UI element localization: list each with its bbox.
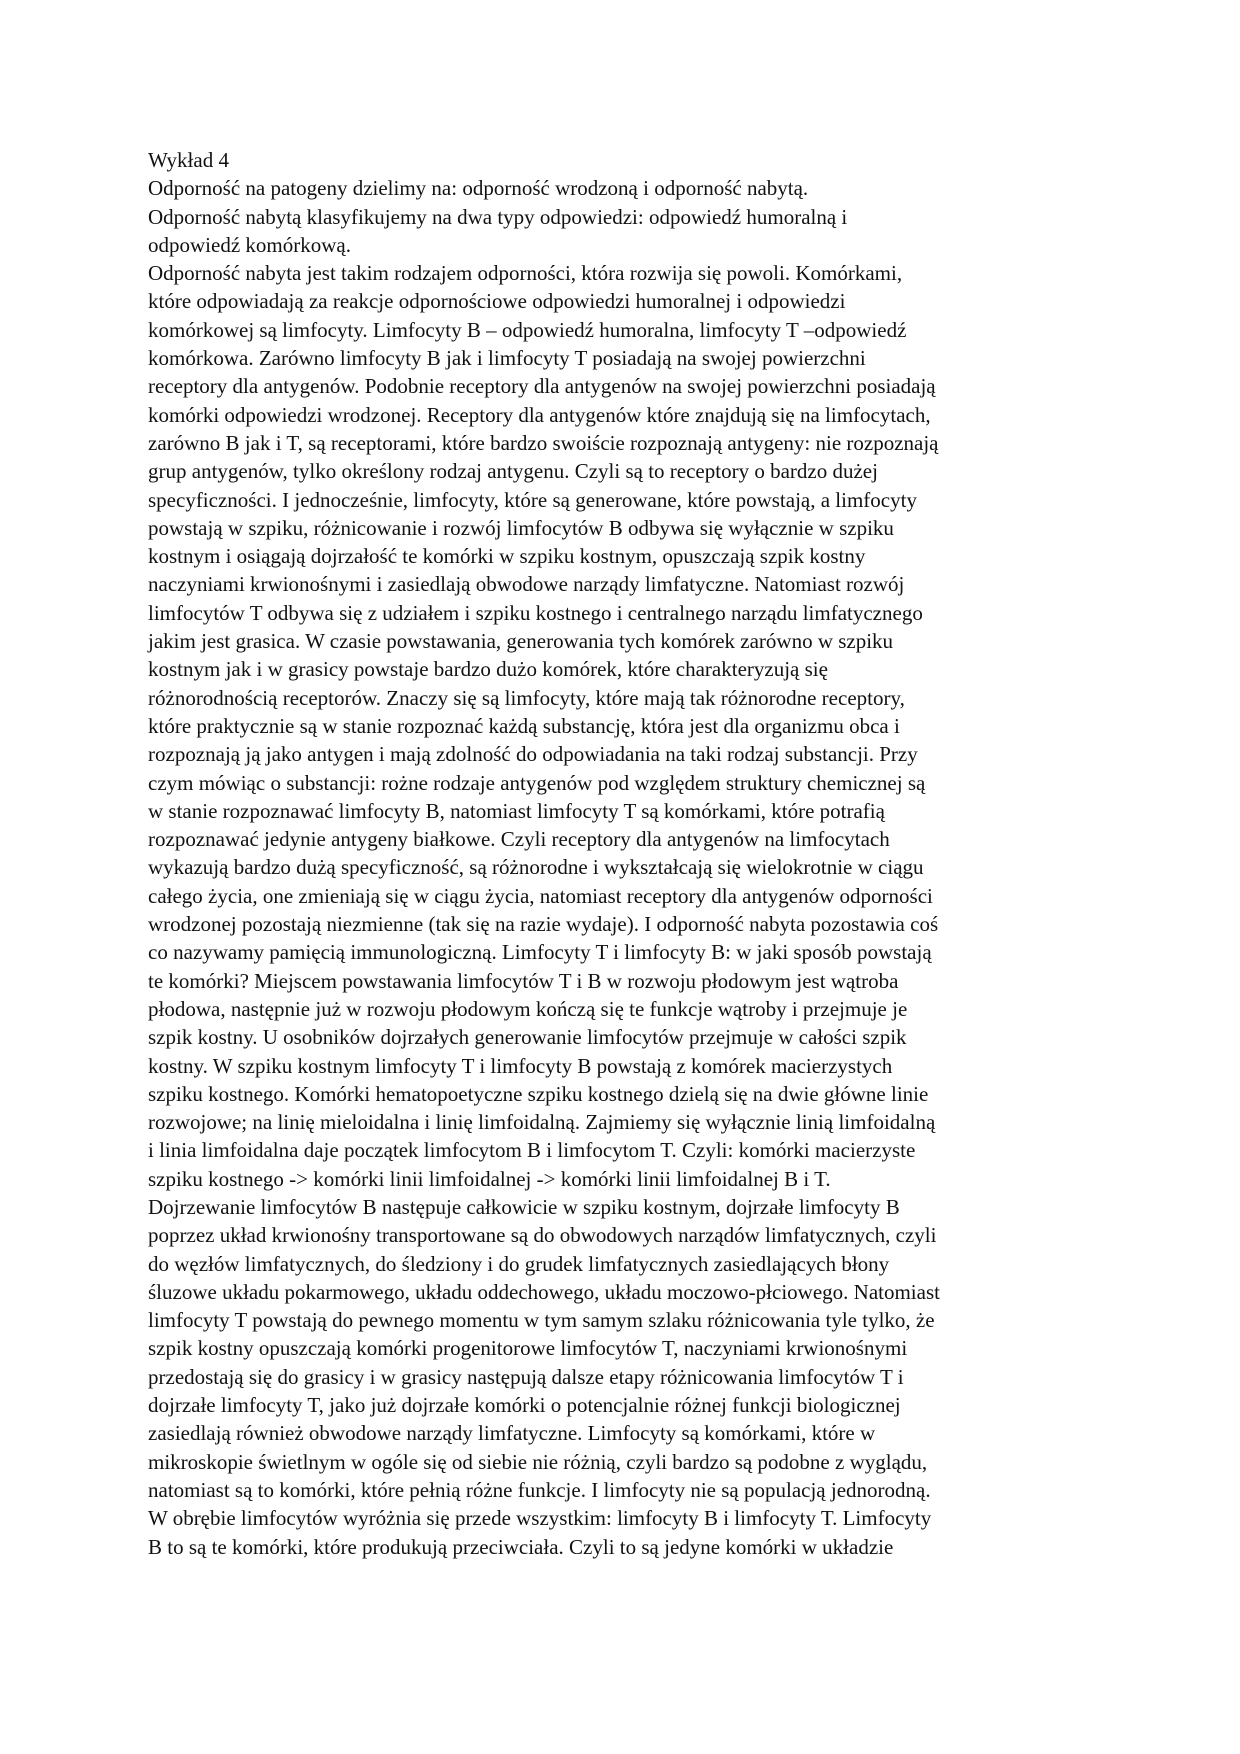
text-line: komórkowej są limfocyty. Limfocyty B – odpowiedź humoralna, limfocyty T –odpowiedź bbox=[148, 317, 907, 342]
text-line: przedostają się do grasicy i w grasicy następują dalsze etapy różnicowania limfocytów T i bbox=[148, 1364, 904, 1389]
text-line: Odporność na patogeny dzielimy na: odporność wrodzoną i odporność nabytą. bbox=[148, 176, 809, 201]
text-line: szpiku kostnego -> komórki linii limfoidalnej -> komórki linii limfoidalnej B i T. bbox=[148, 1166, 831, 1191]
document-title: Wykład 4 bbox=[148, 148, 229, 172]
text-line: Odporność nabytą klasyfikujemy na dwa typy odpowiedzi: odpowiedź humoralną i bbox=[148, 204, 848, 229]
text-line: kostnym i osiągają dojrzałość te komórki w szpiku kostnym, opuszczają szpik kostny bbox=[148, 544, 866, 569]
text-line: Odporność nabyta jest takim rodzajem odporności, która rozwija się powoli. Komórkami, bbox=[148, 261, 903, 286]
text-line: natomiast są to komórki, które pełnią różne funkcje. I limfocyty nie są populacją jednorodną. bbox=[148, 1477, 931, 1502]
text-line: Dojrzewanie limfocytów B następuje całkowicie w szpiku kostnym, dojrzałe limfocyty B bbox=[148, 1194, 900, 1219]
text-line: wykazują bardzo dużą specyficzność, są różnorodne i wykształcają się wielokrotnie w ciągu bbox=[148, 855, 924, 880]
text-line: w stanie rozpoznawać limfocyty B, natomiast limfocyty T są komórkami, które potrafią bbox=[148, 798, 885, 823]
text-line: kostnym jak i w grasicy powstaje bardzo dużo komórek, które charakteryzują się bbox=[148, 657, 828, 682]
text-line: komórkowa. Zarówno limfocyty B jak i limfocyty T posiadają na swojej powierzchni bbox=[148, 346, 866, 371]
document-page bbox=[148, 146, 1108, 1561]
text-line: rozpoznają ją jako antygen i mają zdolność do odpowiadania na taki rodzaj substancji. Przy bbox=[148, 742, 918, 767]
text-line: mikroskopie świetlnym w ogóle się od siebie nie różnią, czyli bardzo są podobne z wyglądu, bbox=[148, 1449, 928, 1474]
text-line: B to są te komórki, które produkują przeciwciała. Czyli to są jedyne komórki w układzie bbox=[148, 1534, 894, 1559]
document-body bbox=[148, 174, 1108, 1561]
text-line: poprzez układ krwionośny transportowane są do obwodowych narządów limfatycznych, czyli bbox=[148, 1223, 937, 1248]
text-line: płodowa, następnie już w rozwoju płodowym kończą się te funkcje wątroby i przejmuje je bbox=[148, 996, 908, 1021]
text-line: kostny. W szpiku kostnym limfocyty T i limfocyty B powstają z komórek macierzystych bbox=[148, 1053, 893, 1078]
text-line: rozpoznawać jedynie antygeny białkowe. Czyli receptory dla antygenów na limfocytach bbox=[148, 827, 890, 852]
text-line: całego życia, one zmieniają się w ciągu życia, natomiast receptory dla antygenów odporności bbox=[148, 883, 933, 908]
text-line: szpik kostny. U osobników dojrzałych generowanie limfocytów przejmuje w całości szpik bbox=[148, 1025, 907, 1050]
text-line: specyficzności. I jednocześnie, limfocyty, które są generowane, które powstają, a limfocyty bbox=[148, 487, 917, 512]
text-line: limfocytów T odbywa się z udziałem i szpiku kostnego i centralnego narządu limfatycznego bbox=[148, 600, 923, 625]
text-line: powstają w szpiku, różnicowanie i rozwój limfocytów B odbywa się wyłącznie w szpiku bbox=[148, 515, 894, 540]
text-line: szpiku kostnego. Komórki hematopoetyczne szpiku kostnego dzielą się na dwie główne linie bbox=[148, 1081, 929, 1106]
text-line: grup antygenów, tylko określony rodzaj antygenu. Czyli są to receptory o bardzo dużej bbox=[148, 459, 878, 484]
text-line: szpik kostny opuszczają komórki progenitorowe limfocytów T, naczyniami krwionośnymi bbox=[148, 1336, 908, 1361]
text-line: do węzłów limfatycznych, do śledziony i do grudek limfatycznych zasiedlających błony bbox=[148, 1251, 890, 1276]
text-line: i linia limfoidalna daje początek limfocytom B i limfocytom T. Czyli: komórki macierzyste bbox=[148, 1138, 916, 1163]
text-line: W obrębie limfocytów wyróżnia się przede wszystkim: limfocyty B i limfocyty T. Limfocyty bbox=[148, 1506, 932, 1531]
text-line: te komórki? Miejscem powstawania limfocytów T i B w rozwoju płodowym jest wątroba bbox=[148, 968, 899, 993]
text-line: receptory dla antygenów. Podobnie receptory dla antygenów na swojej powierzchni posiadają bbox=[148, 374, 936, 399]
text-line: naczyniami krwionośnymi i zasiedlają obwodowe narządy limfatyczne. Natomiast rozwój bbox=[148, 572, 905, 597]
text-line: rozwojowe; na linię mieloidalna i linię limfoidalną. Zajmiemy się wyłącznie linią limfoidalną bbox=[148, 1110, 936, 1135]
text-line: wrodzonej pozostają niezmienne (tak się na razie wydaje). I odporność nabyta pozostawia coś bbox=[148, 912, 939, 937]
text-line: różnorodnością receptorów. Znaczy się są limfocyty, które mają tak różnorodne receptory, bbox=[148, 685, 905, 710]
text-line: limfocyty T powstają do pewnego momentu w tym samym szlaku różnicowania tyle tylko, że bbox=[148, 1308, 935, 1333]
text-line: które praktycznie są w stanie rozpoznać każdą substancję, która jest dla organizmu obca i bbox=[148, 713, 900, 738]
text-line: zasiedlają również obwodowe narządy limfatyczne. Limfocyty są komórkami, które w bbox=[148, 1421, 876, 1446]
text-line: jakim jest grasica. W czasie powstawania, generowania tych komórek zarówno w szpiku bbox=[148, 629, 894, 654]
text-line: odpowiedź komórkową. bbox=[148, 232, 351, 257]
text-line: śluzowe układu pokarmowego, układu oddechowego, układu moczowo-płciowego. Natomiast bbox=[148, 1279, 940, 1304]
text-line: czym mówiąc o substancji: rożne rodzaje antygenów pod względem struktury chemicznej są bbox=[148, 770, 926, 795]
text-line: dojrzałe limfocyty T, jako już dojrzałe komórki o potencjalnie różnej funkcji biologicznej bbox=[148, 1393, 901, 1418]
text-line: co nazywamy pamięcią immunologiczną. Limfocyty T i limfocyty B: w jaki sposób powstają bbox=[148, 940, 932, 965]
text-line: zarówno B jak i T, są receptorami, które bardzo swoiście rozpoznają antygeny: nie rozpoznają bbox=[148, 430, 939, 455]
text-line: które odpowiadają za reakcje odpornościowe odpowiedzi humoralnej i odpowiedzi bbox=[148, 289, 846, 314]
text-line: komórki odpowiedzi wrodzonej. Receptory dla antygenów które znajdują się na limfocytach, bbox=[148, 402, 931, 427]
